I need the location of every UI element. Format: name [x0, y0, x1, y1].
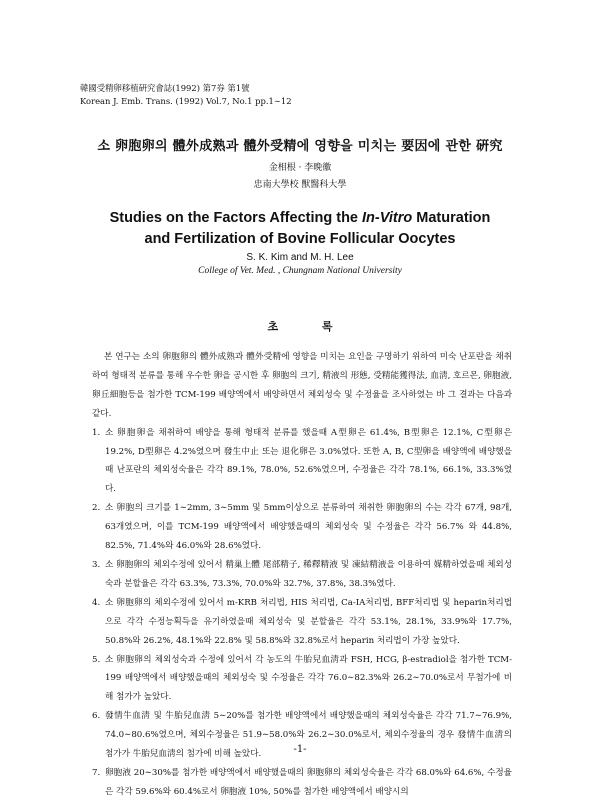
korean-affiliation: 忠南大學校 獸醫科大學 [253, 180, 347, 190]
finding-text: 소 卵胞卵을 채취하여 배양을 통해 형태적 분류를 했을때 A型卵은 61.4%, B型卵은 12.1%, C型卵은 19.2%, D型卵은 4.2%였으며 發生中止 또는 退化卵은 3.0%였다. 또한 A, B, C型卵을 배양액에 배양했을때 난포란의 체외성숙율은 각각 89.1%, 78.0%, 52.6%였으며, 수정율은 각각 78.1%, 66.1%, 33.3%였다. [105, 427, 512, 495]
finding-number: 7. [92, 767, 101, 778]
finding-number: 5. [92, 654, 101, 665]
english-authors: S. K. Kim and M. H. Lee [246, 252, 354, 263]
english-title-italic-part: In-Vitro [362, 210, 413, 226]
finding-item [92, 707, 512, 764]
english-affiliation: College of Vet. Med. , Chungnam National University [198, 266, 402, 276]
english-title-part-1: Studies on the Factors Affecting the [109, 210, 363, 226]
finding-item [92, 499, 512, 556]
english-title-line-1 [0, 208, 600, 229]
finding-text: 소 卵胞卵의 체외수정에 있어서 精巢上體 尾部精子, 稀釋精液 및 凍結精液을 이용하여 媒精하였을때 체외성숙과 분할율은 각각 63.3%, 73.3%, 70.0%와 32.7%, 37.8%, 38.3%였다. [105, 559, 512, 589]
finding-text: 卵胞液 20∼30%를 첨가한 배양액에서 배양했을때의 卵胞卵의 체외성숙율은 각각 68.0%와 64.6%, 수정율은 각각 59.6%와 60.4%로서 卵胞液 10%, 50%를 첨가한 배양액에서 배양시의 [105, 767, 512, 797]
finding-number: 6. [92, 711, 101, 722]
finding-text: 發情牛血淸 및 牛胎兒血淸 5∼20%를 첨가한 배양액에서 배양했을때의 체외성숙율은 각각 71.7∼76.9%, 74.0∼80.6%였으며, 체외수정율은 51.9∼58.0%와 26.2∼30.0%로서, 체외수정율의 경우 發情牛血淸의 첨가가 牛胎兒血淸의 첨가에 비해 높았다. [105, 711, 512, 760]
journal-citation-english: Korean J. Emb. Trans. (1992) Vol.7, No.1 pp.1∼12 [80, 96, 292, 106]
journal-citation-korean: 韓國受精卵移植硏究會誌(1992) 第7券 第1號 [80, 83, 250, 93]
english-title [0, 208, 600, 250]
english-title-part-2: Maturation [412, 210, 491, 226]
finding-item [92, 764, 512, 802]
finding-text: 소 卵胞의 크기를 1∼2mm, 3∼5mm 및 5mm이상으로 분류하여 채취한 卵胞卵의 수는 각각 67개, 98개, 63개였으며, 이를 TCM-199 배양액에서 배양했을때의 체외성숙 및 수정율은 각각 56.7% 와 44.8%, 82.5%, 71.4%와 46.0%와 28.6%였다. [105, 503, 512, 552]
finding-item [92, 424, 512, 500]
abstract-heading: 초 록 [267, 320, 353, 333]
finding-text: 소 卵胞卵의 체외수정에 있어서 m-KRB 처리법, HIS 처리법, Ca-IA처리법, BFF처리법 및 heparin처리법으로 각각 수정능획득을 유기하였을때 체외성숙 및 분할율은 각각 53.1%, 28.1%, 33.9%와 17.7%, 50.8%와 26.2%, 48.1%와 22.8% 및 58.8%와 32.8%로서 heparin 처리법이 가장 높았다. [105, 597, 512, 646]
korean-authors: 金相根 · 李晩徽 [268, 163, 332, 173]
finding-text: 소 卵胞卵의 체외성숙과 수정에 있어서 각 농도의 牛胎兒血淸과 FSH, HCG, β-estradiol을 첨가한 TCM-199 배양액에서 배양했을때의 체외성숙 및 수정율은 각각 76.0∼82.3%와 26.2∼70.0%로서 무첨가에 비해 첨가가 높았다. [105, 654, 512, 703]
journal-citation [80, 82, 292, 108]
abstract-body [92, 348, 512, 802]
finding-item [92, 651, 512, 708]
finding-item [92, 556, 512, 594]
page-number: -1- [293, 744, 307, 755]
finding-item [92, 594, 512, 651]
finding-number: 4. [92, 597, 101, 608]
english-title-line-2: and Fertilization of Bovine Follicular Oocytes [144, 231, 456, 247]
finding-number: 2. [92, 503, 101, 514]
korean-title: 소 卵胞卵의 體外成熟과 體外受精에 영향을 미치는 要因에 관한 硏究 [97, 139, 503, 154]
abstract-intro: 본 연구는 소의 卵胞卵의 體外成熟과 體外受精에 영향을 미치는 요인을 구명하기 위하여 미숙 난포란을 채취하여 형태적 분류를 통해 우수한 卵을 공시한 후 卵胞의 크기, 精液의 形態, 受精能獲得法, 血淸, 호르몬, 卵胞液, 卵丘細胞등을 첨가한 TCM-199 배양액에서 배양하면서 체외성숙 및 수정율을 조사하였는 바 그 결과는 다음과 같다. [92, 352, 512, 419]
finding-number: 3. [92, 559, 101, 570]
finding-number: 1. [92, 427, 101, 438]
